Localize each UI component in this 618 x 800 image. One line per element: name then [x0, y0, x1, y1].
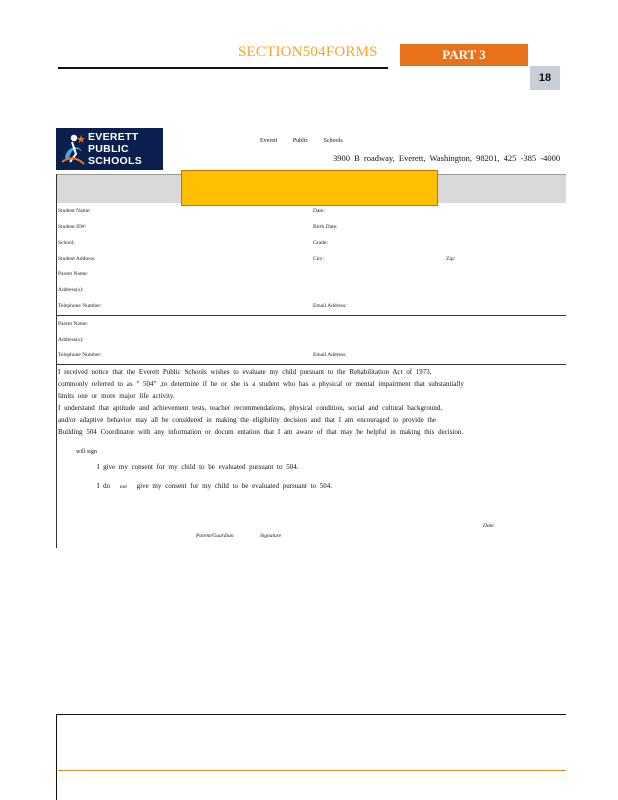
logo-text — [88, 131, 142, 167]
grade-field[interactable]: Grade: — [313, 240, 328, 246]
signature-label: Signature — [260, 533, 282, 539]
email-field[interactable]: Email Address: — [313, 303, 347, 309]
district-name-part: Schools — [323, 138, 343, 144]
parent2-address-field[interactable]: Address(s): — [58, 337, 84, 343]
student-address-field[interactable]: Student Address: — [58, 256, 96, 262]
page-number: 18 — [530, 66, 560, 90]
logo-line-2: PUBLIC — [88, 143, 129, 155]
consent-not-word: not — [119, 484, 127, 490]
city-field[interactable]: City: — [313, 256, 325, 262]
section-divider — [56, 364, 566, 365]
footer-rule-orange — [58, 770, 566, 771]
student-id-field[interactable]: Student ID#: — [58, 224, 87, 230]
footer-rule-top — [56, 714, 566, 715]
parent-guardian-label: Parent/Guardian — [196, 533, 234, 539]
district-logo — [56, 128, 163, 170]
notice-line: commonly referred to as " 504" ,to determine if he or she is a student who has a physical or mental impairment that substantially — [58, 380, 464, 388]
consent-option-not-give[interactable] — [97, 481, 332, 494]
school-field[interactable]: School: — [58, 240, 75, 246]
notice-line: limits one or more major life activity. — [58, 392, 175, 400]
section-divider — [56, 315, 566, 316]
student-name-field[interactable]: Student Name: — [58, 208, 91, 214]
date-field[interactable]: Date: — [313, 208, 325, 214]
date-signature-label: Date — [483, 523, 494, 529]
logo-figure-icon — [60, 132, 86, 166]
form-title-highlight — [181, 170, 438, 206]
part-badge: PART 3 — [400, 44, 528, 66]
will-sign-label: will sign — [76, 449, 97, 455]
notice-line: and/or adaptive behavior may all be considered in making the eligibility decision and that I am encouraged to provide the — [58, 416, 436, 424]
parent2-name-field[interactable]: Parent Name: — [58, 321, 89, 327]
consent-text: give my consent for my child to be evaluated pursuant to 504. — [136, 482, 333, 490]
consent-text: I do — [97, 482, 111, 490]
district-name-part: Everett — [260, 138, 278, 144]
form-left-border — [56, 174, 57, 548]
parent2-email-field[interactable]: Email Address: — [313, 352, 347, 358]
birth-date-field[interactable]: Birth Date: — [313, 224, 338, 230]
parent2-telephone-field[interactable]: Telephone Number: — [58, 352, 102, 358]
notice-line: I received notice that the Everett Public Schools wishes to evaluate my child pursuant to the Rehabilitation Act of 1973, — [58, 368, 432, 376]
district-name-part: Public — [292, 138, 309, 144]
parent-name-field[interactable]: Parent Name: — [58, 271, 89, 277]
district-name — [260, 138, 357, 144]
consent-option-give[interactable]: I give my consent for my child to be evaluated pursuant to 504. — [97, 463, 299, 471]
footer-left-border — [56, 714, 57, 800]
notice-line: I understand that aptitude and achievement tests, teacher recommendations, physical condition, social and cultural background, — [58, 404, 443, 412]
telephone-field[interactable]: Telephone Number: — [58, 303, 102, 309]
logo-line-3: SCHOOLS — [88, 155, 143, 167]
notice-line: Building 504 Coordinator with any information or docum entation that I am aware of that may be helpful in making this decision. — [58, 428, 464, 436]
district-address: 3900 B roadway, Everett, Washington, 98201, 425 -385 -4000 — [333, 153, 561, 163]
header-rule — [58, 67, 388, 69]
logo-line-1: EVERETT — [88, 131, 139, 143]
zip-field[interactable]: Zip: — [446, 256, 456, 262]
section-title: SECTION504FORMS — [238, 44, 378, 60]
parent-address-field[interactable]: Address(s): — [58, 287, 84, 293]
